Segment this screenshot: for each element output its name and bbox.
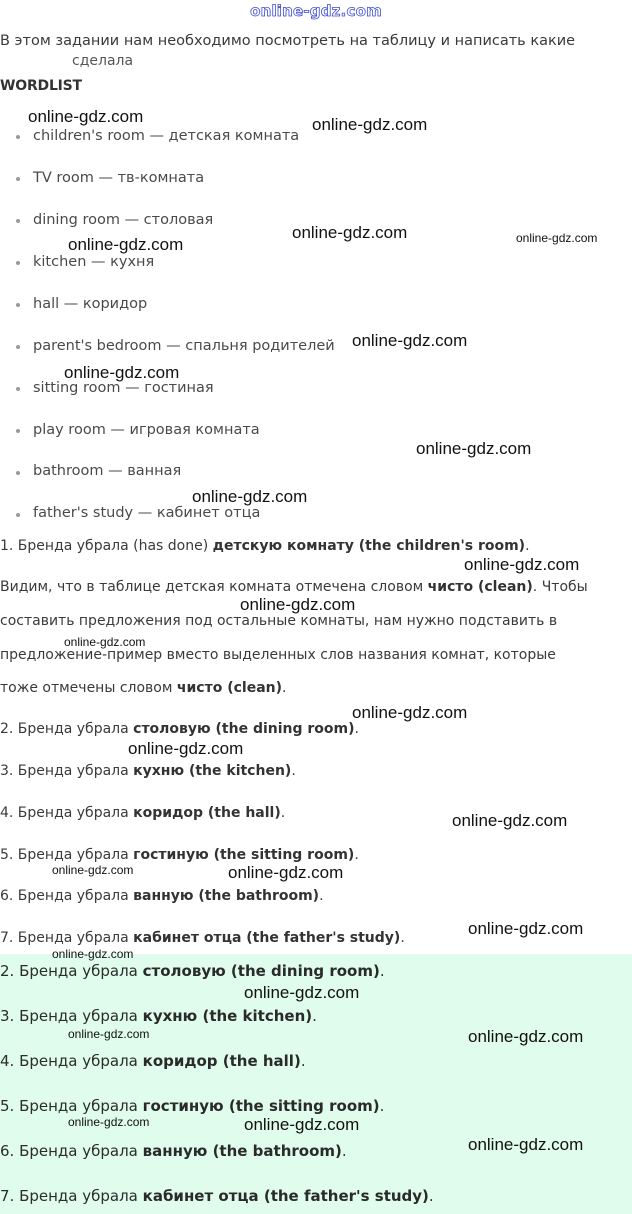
explain-line-3: предложение-пример вместо выделенных слов названия комнат, которые — [0, 647, 556, 663]
list-item: hall — коридор — [33, 296, 148, 312]
bullet-icon — [16, 429, 20, 433]
watermark: online-gdz.com — [28, 107, 144, 126]
watermark: online-gdz.com — [52, 863, 134, 877]
watermark: online-gdz.com — [64, 635, 146, 649]
bullet-icon — [16, 303, 20, 307]
answer-line: 2. Бренда убрала столовую (the dining room). — [0, 721, 359, 737]
answer-line-highlight: 3. Бренда убрала кухню (the kitchen). — [0, 1007, 317, 1025]
watermark: online-gdz.com — [416, 439, 532, 458]
watermark: online-gdz.com — [352, 331, 468, 350]
watermark: online-gdz.com — [312, 115, 428, 134]
list-item: sitting room — гостиная — [33, 380, 214, 396]
watermark: online-gdz.com — [68, 1115, 150, 1129]
list-item: TV room — тв-комната — [33, 170, 205, 186]
watermark: online-gdz.com — [192, 487, 308, 506]
explain-line-1: Видим, что в таблице детская комната отмечена словом чисто (clean). Чтобы — [0, 579, 588, 595]
watermark: online-gdz.com — [468, 919, 584, 938]
answer-line-highlight: 4. Бренда убрала коридор (the hall). — [0, 1052, 306, 1070]
site-logo: online-gdz.com — [250, 2, 382, 20]
list-item: bathroom — ванная — [33, 463, 182, 479]
watermark: online-gdz.com — [64, 363, 180, 382]
bullet-icon — [16, 135, 20, 139]
answer-line-highlight: 7. Бренда убрала кабинет отца (the father's study). — [0, 1187, 434, 1205]
bullet-icon — [16, 219, 20, 223]
bullet-icon — [16, 345, 20, 349]
watermark: online-gdz.com — [240, 595, 356, 614]
answer-line: 5. Бренда убрала гостиную (the sitting room). — [0, 847, 359, 863]
watermark: online-gdz.com — [244, 983, 360, 1002]
list-item: children's room — детская комната — [33, 128, 300, 144]
list-item: kitchen — кухня — [33, 254, 155, 270]
list-item: play room — игровая комната — [33, 422, 260, 438]
watermark: online-gdz.com — [452, 811, 568, 830]
list-item: father's study — кабинет отца — [33, 505, 261, 521]
watermark: online-gdz.com — [128, 739, 244, 758]
explain-line-2: составить предложения под остальные комнаты, нам нужно подставить в — [0, 613, 558, 629]
list-item: dining room — столовая — [33, 212, 214, 228]
watermark: online-gdz.com — [464, 555, 580, 574]
watermark: online-gdz.com — [52, 947, 134, 961]
bullet-icon — [16, 177, 20, 181]
watermark: online-gdz.com — [68, 1027, 150, 1041]
watermark: online-gdz.com — [468, 1027, 584, 1046]
watermark: online-gdz.com — [228, 863, 344, 882]
bullet-icon — [16, 261, 20, 265]
watermark: online-gdz.com — [516, 231, 598, 245]
watermark: online-gdz.com — [352, 703, 468, 722]
watermark: online-gdz.com — [68, 235, 184, 254]
watermark: online-gdz.com — [292, 223, 408, 242]
bullet-icon — [16, 387, 20, 391]
list-item: parent's bedroom — спальня родителей — [33, 338, 335, 354]
bullet-icon — [16, 513, 20, 517]
watermark: online-gdz.com — [244, 1115, 360, 1134]
answer-line: 6. Бренда убрала ванную (the bathroom). — [0, 888, 324, 904]
answer-line: 3. Бренда убрала кухню (the kitchen). — [0, 763, 296, 779]
answer-line: 7. Бренда убрала кабинет отца (the father's study). — [0, 930, 405, 946]
answer-line-highlight: 6. Бренда убрала ванную (the bathroom). — [0, 1142, 347, 1160]
wordlist-title: WORDLIST — [0, 78, 82, 94]
explain-line-4: тоже отмечены словом чисто (clean). — [0, 680, 287, 696]
bullet-icon — [16, 471, 20, 475]
intro-text: В этом задании нам необходимо посмотреть на таблицу и написать какие — [0, 33, 576, 49]
sentence-1: 1. Бренда убрала (has done) детскую комнату (the children's room). — [0, 538, 530, 554]
answer-line-highlight: 2. Бренда убрала столовую (the dining room). — [0, 962, 385, 980]
clipped-line: сделала — [72, 53, 134, 69]
answer-line: 4. Бренда убрала коридор (the hall). — [0, 805, 286, 821]
answer-line-highlight: 5. Бренда убрала гостиную (the sitting room). — [0, 1097, 385, 1115]
watermark: online-gdz.com — [468, 1135, 584, 1154]
